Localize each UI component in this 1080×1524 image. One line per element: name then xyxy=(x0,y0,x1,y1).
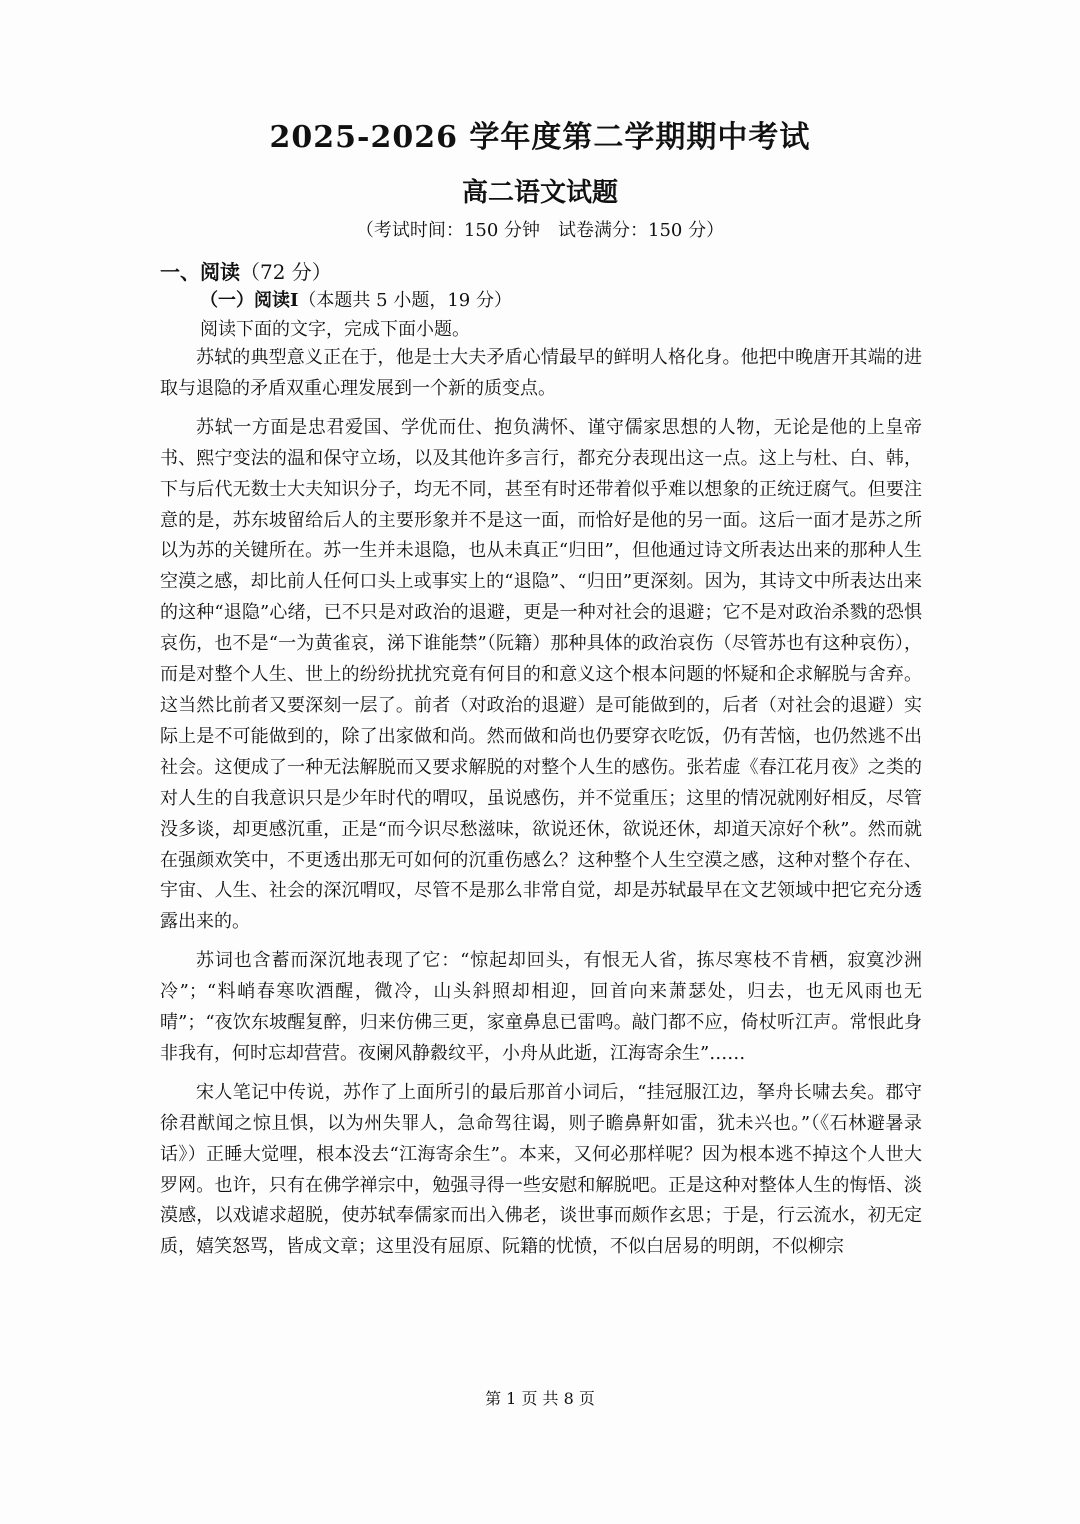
section-heading xyxy=(160,256,332,285)
subsection-detail: （本题共 5 小题，19 分） xyxy=(298,290,512,311)
subsection-heading xyxy=(200,286,512,312)
page-footer: 第 1 页 共 8 页 xyxy=(485,1389,595,1408)
reading-instruction: 阅读下面的文字，完成下面小题。 xyxy=(200,319,470,340)
subsection-heading-label: （一）阅读Ⅰ xyxy=(200,290,299,311)
passage-paragraph: 苏轼一方面是忠君爱国、学优而仕、抱负满怀、谨守儒家思想的人物，无论是他的上皇帝书、熙宁变法的温和保守立场，以及其他许多言行，都充分表现出这一点。这上与杜、白、韩，下与后代无数士大夫知识分子，均无不同，甚至有时还带着似乎难以想象的正统迂腐气。但要注意的是，苏东坡留给后人的主要形象并不是这一面，而恰好是他的另一面。这后一面才是苏之所以为苏的关键所在。苏一生并未退隐，也从未真正“归田”，但他通过诗文所表达出来的那种人生空漠之感，却比前人任何口头上或事实上的“退隐”、“归田”更深刻。因为，其诗文中所表达出来的这种“退隐”心绪，已不只是对政治的退避，更是一种对社会的退避；它不是对政治杀戮的恐惧哀伤，也不是“一为黄雀哀，涕下谁能禁”（阮籍）那种具体的政治哀伤（尽管苏也有这种哀伤），而是对整个人生、世上的纷纷扰扰究竟有何目的和意义这个根本问题的怀疑和企求解脱与舍弃。这当然比前者又要深刻一层了。前者（对政治的退避）是可能做到的，后者（对社会的退避）实际上是不可能做到的，除了出家做和尚。然而做和尚也仍要穿衣吃饭，仍有苦恼，也仍然逃不出社会。这便成了一种无法解脱而又要求解脱的对整个人生的感伤。张若虚《春江花月夜》之类的对人生的自我意识只是少年时代的喟叹，虽说感伤，并不觉重压；这里的情况就刚好相反，尽管没多谈，却更感沉重，正是“而今识尽愁滋味，欲说还休，欲说还休，却道天凉好个秋”。然而就在强颜欢笑中，不更透出那无可如何的沉重伤感么？这种整个人生空漠之感，这种对整个存在、宇宙、人生、社会的深沉喟叹，尽管不是那么非常自觉，却是苏轼最早在文艺领域中把它充分透露出来的。 xyxy=(160,416,922,933)
exam-title: 2025-2026 学年度第二学期期中考试 xyxy=(269,120,811,155)
section-points: （72 分） xyxy=(240,260,332,284)
exam-info: （考试时间：150 分钟 试卷满分：150 分） xyxy=(355,220,725,241)
passage-paragraph: 宋人笔记中传说，苏作了上面所引的最后那首小词后，“挂冠服江边，拏舟长啸去矣。郡守徐君猷闻之惊且惧，以为州失罪人，急命驾往谒，则子瞻鼻鼾如雷，犹未兴也。”（《石林避暑录话》）正睡大觉哩，根本没去“江海寄余生”。本来，又何必那样呢？因为根本逃不掉这个人世大罗网。也许，只有在佛学禅宗中，勉强寻得一些安慰和解脱吧。正是这种对整体人生的悔悟、淡漠感，以戏谑求超脱，使苏轼奉儒家而出入佛老，谈世事而颇作玄思；于是，行云流水，初无定质，嬉笑怒骂，皆成文章；这里没有屈原、阮籍的忧愤，不似白居易的明朗，不似柳宗 xyxy=(160,1081,922,1258)
passage-paragraph: 苏轼的典型意义正在于，他是士大夫矛盾心情最早的鲜明人格化身。他把中晚唐开其端的进取与退隐的矛盾双重心理发展到一个新的质变点。 xyxy=(160,347,922,399)
passage-paragraph: 苏词也含蓄而深沉地表现了它：“惊起却回头，有恨无人省，拣尽寒枝不肯栖，寂寞沙洲冷”；“料峭春寒吹酒醒，微冷，山头斜照却相迎，回首向来萧瑟处，归去，也无风雨也无晴”；“夜饮东坡醒复醉，归来仿佛三更，家童鼻息已雷鸣。敲门都不应，倚杖听江声。常恨此身非我有，何时忘却营营。夜阑风静縠纹平，小舟从此逝，江海寄余生”…… xyxy=(160,950,922,1064)
exam-subtitle: 高二语文试题 xyxy=(461,178,618,208)
reading-passage xyxy=(160,343,922,1271)
section-heading-label: 一、阅读 xyxy=(160,260,240,284)
